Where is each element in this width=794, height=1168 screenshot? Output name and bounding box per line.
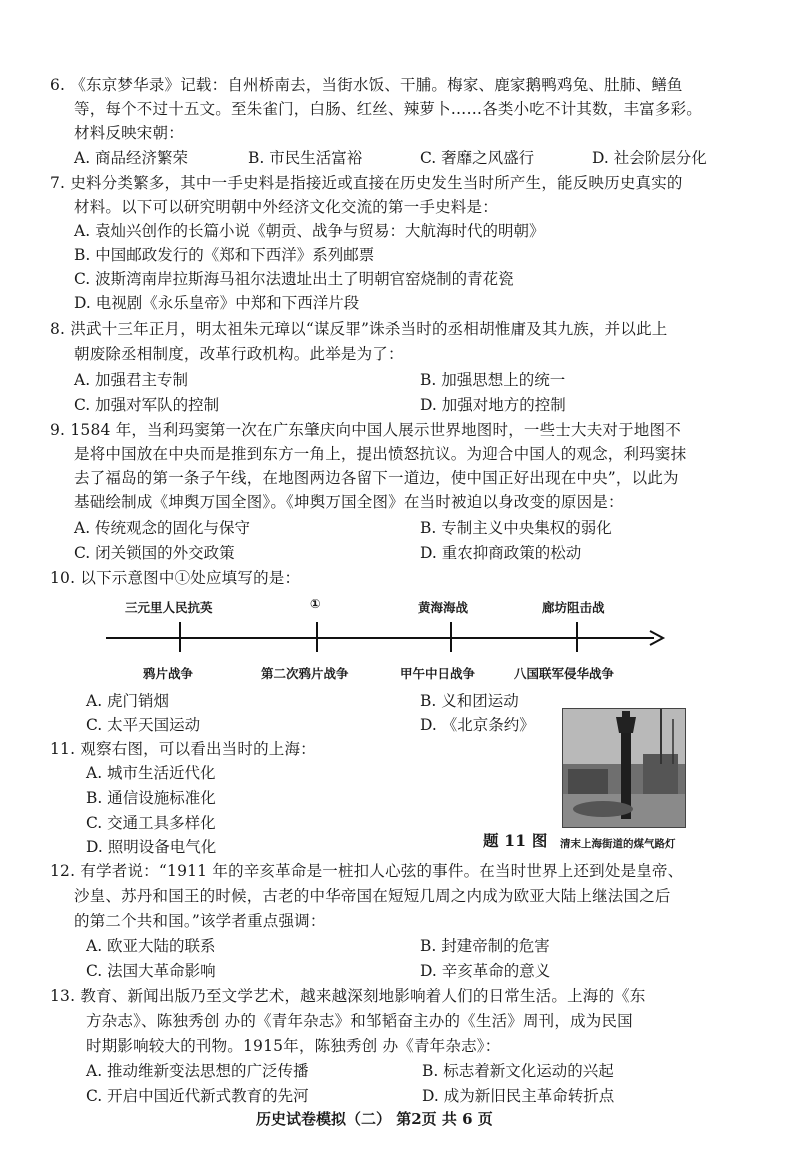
q8-line-1: 8. 洪武十三年正月，明太祖朱元璋以“谋反罪”诛杀当时的丞相胡惟庸及其九族，并以此上 bbox=[50, 320, 668, 338]
q9-line-2: 是将中国放在中央而是推到东方一角上，提出愤怒抗议。为迎合中国人的观念，利玛窦抹 bbox=[74, 445, 687, 463]
q8-option-a: A. 加强君主专制 bbox=[74, 371, 189, 389]
timeline-bottom-label-1: 鸦片战争 bbox=[143, 666, 194, 681]
figure-11-caption: 清末上海街道的煤气路灯 bbox=[560, 838, 676, 850]
timeline-top-label-1: 三元里人民抗英 bbox=[125, 600, 213, 615]
timeline-bottom-label-4: 八国联军侵华战争 bbox=[514, 666, 615, 681]
q12-option-a: A. 欧亚大陆的联系 bbox=[86, 937, 216, 955]
q8-line-2: 朝废除丞相制度，改革行政机构。此举是为了： bbox=[74, 345, 404, 363]
timeline-tick-3 bbox=[450, 622, 452, 652]
timeline-tick-1 bbox=[179, 622, 181, 652]
q11-option-d: D. 照明设备电气化 bbox=[86, 838, 217, 856]
q10-option-a: A. 虎门销烟 bbox=[86, 692, 170, 710]
q11-stem: 11. 观察右图，可以看出当时的上海： bbox=[50, 740, 316, 758]
q6-line-1: 6. 《东京梦华录》记载：自州桥南去，当街水饭、干脯。梅家、鹿家鹅鸭鸡兔、肚肺、鳝鱼 bbox=[50, 76, 683, 94]
q6-line-2: 等，每个不过十五文。至朱雀门，白肠、红丝、辣萝卜……各类小吃不计其数，丰富多彩。 bbox=[74, 100, 703, 118]
gas-streetlamp-photo bbox=[562, 708, 686, 828]
q13-option-c: C. 开启中国近代新式教育的先河 bbox=[86, 1087, 309, 1105]
q10-option-b: B. 义和团运动 bbox=[420, 692, 519, 710]
timeline-top-label-4: 廊坊阻击战 bbox=[542, 600, 605, 615]
streetlamp-illustration bbox=[563, 709, 685, 827]
q9-line-3: 去了福岛的第一条子午线，在地图两边各留下一道边，使中国正好出现在中央”，以此为 bbox=[74, 469, 679, 487]
q10-stem: 10. 以下示意图中①处应填写的是： bbox=[50, 569, 301, 587]
page-footer: 历史试卷模拟（二） 第2页 共 6 页 bbox=[256, 1110, 493, 1128]
q8-option-d: D. 加强对地方的控制 bbox=[420, 396, 566, 414]
q6-line-3: 材料反映宋朝： bbox=[74, 124, 184, 142]
timeline-bottom-label-3: 甲午中日战争 bbox=[400, 666, 476, 681]
q12-option-c: C. 法国大革命影响 bbox=[86, 962, 216, 980]
q13-line-2: 方杂志》、陈独秀创 办的《青年杂志》和邹韬奋主办的《生活》周刊，成为民国 bbox=[86, 1012, 633, 1030]
q12-option-d: D. 辛亥革命的意义 bbox=[420, 962, 551, 980]
q8-option-c: C. 加强对军队的控制 bbox=[74, 396, 220, 414]
q7-option-c: C. 波斯湾南岸拉斯海马祖尔法遗址出土了明朝官窑烧制的青花瓷 bbox=[74, 270, 514, 288]
q6-option-d: D. 社会阶层分化 bbox=[592, 149, 707, 167]
q9-option-a: A. 传统观念的固化与保守 bbox=[74, 519, 251, 537]
q12-line-2: 沙皇、苏丹和国王的时候，古老的中华帝国在短短几周之内成为欧亚大陆上继法国之后 bbox=[74, 887, 671, 905]
q13-option-b: B. 标志着新文化运动的兴起 bbox=[422, 1062, 614, 1080]
q7-option-b: B. 中国邮政发行的《郑和下西洋》系列邮票 bbox=[74, 246, 375, 264]
q11-option-b: B. 通信设施标准化 bbox=[86, 789, 216, 807]
q9-line-1: 9. 1584 年，当利玛窦第一次在广东肇庆向中国人展示世界地图时，一些士大夫对于地图不 bbox=[50, 421, 681, 439]
q7-option-a: A. 袁灿兴创作的长篇小说《朝贡、战争与贸易：大航海时代的明朝》 bbox=[74, 222, 545, 240]
q6-option-c: C. 奢靡之风盛行 bbox=[420, 149, 535, 167]
q8-option-b: B. 加强思想上的统一 bbox=[420, 371, 566, 389]
q13-option-a: A. 推动维新变法思想的广泛传播 bbox=[86, 1062, 309, 1080]
q9-option-d: D. 重农抑商政策的松动 bbox=[420, 544, 582, 562]
timeline-arrow-icon bbox=[648, 630, 666, 646]
q6-option-a: A. 商品经济繁荣 bbox=[74, 149, 189, 167]
q10-option-d: D. 《北京条约》 bbox=[420, 716, 535, 734]
timeline-tick-4 bbox=[576, 622, 578, 652]
q9-option-c: C. 闭关锁国的外交政策 bbox=[74, 544, 235, 562]
figure-11-label: 题 11 图 bbox=[483, 831, 548, 850]
q10-option-c: C. 太平天国运动 bbox=[86, 716, 201, 734]
q6-option-b: B. 市民生活富裕 bbox=[248, 149, 363, 167]
q9-line-4: 基础绘制成《坤舆万国全图》。《坤舆万国全图》在当时被迫以身改变的原因是： bbox=[74, 493, 624, 511]
q13-line-3: 时期影响较大的刊物。1915年，陈独秀创 办《青年杂志》： bbox=[86, 1037, 501, 1055]
timeline-tick-2 bbox=[316, 622, 318, 652]
q7-line-1: 7. 史料分类繁多，其中一手史料是指接近或直接在历史发生当时所产生，能反映历史真实的 bbox=[50, 174, 683, 192]
q13-option-d: D. 成为新旧民主革命转折点 bbox=[422, 1087, 615, 1105]
timeline-top-label-3: 黄海海战 bbox=[418, 600, 469, 615]
q12-line-1: 12. 有学者说：“1911 年的辛亥革命是一桩扣人心弦的事件。在当时世界上还到处是皇帝、 bbox=[50, 862, 684, 880]
q12-option-b: B. 封建帝制的危害 bbox=[420, 937, 550, 955]
q12-line-3: 的第二个共和国。”该学者重点强调： bbox=[74, 912, 326, 930]
timeline-bottom-label-2: 第二次鸦片战争 bbox=[261, 666, 349, 681]
timeline-axis bbox=[106, 637, 654, 639]
timeline-top-label-2: ① bbox=[310, 596, 321, 611]
q9-option-b: B. 专制主义中央集权的弱化 bbox=[420, 519, 612, 537]
q7-line-2: 材料。以下可以研究明朝中外经济文化交流的第一手史料是： bbox=[74, 198, 498, 216]
q11-option-a: A. 城市生活近代化 bbox=[86, 764, 216, 782]
q13-line-1: 13. 教育、新闻出版乃至文学艺术，越来越深刻地影响着人们的日常生活。上海的《东 bbox=[50, 987, 646, 1005]
q7-option-d: D. 电视剧《永乐皇帝》中郑和下西洋片段 bbox=[74, 294, 360, 312]
q11-option-c: C. 交通工具多样化 bbox=[86, 814, 216, 832]
